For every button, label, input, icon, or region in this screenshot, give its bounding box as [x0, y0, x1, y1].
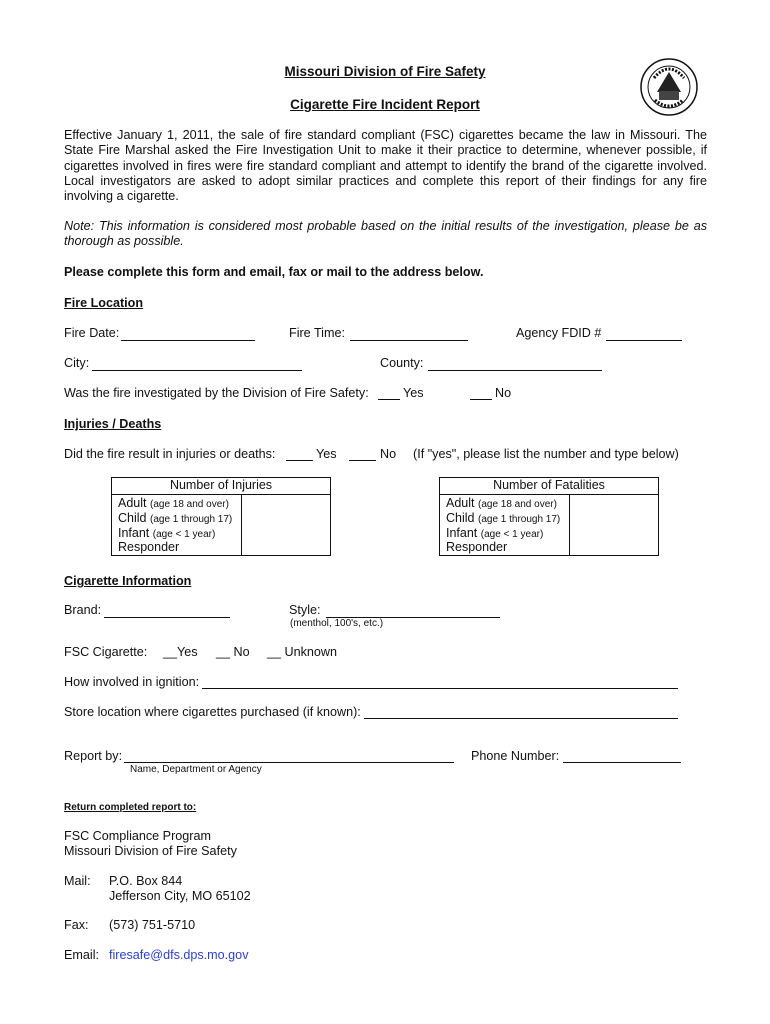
injuries-row-infant: Infant (age < 1 year): [118, 525, 216, 540]
injuries-question: Did the fire result in injuries or deaths:: [64, 447, 276, 461]
investigated-yes-label: Yes: [403, 386, 424, 400]
county-label: County:: [380, 356, 424, 370]
cigarette-heading: Cigarette Information: [64, 574, 192, 588]
injuries-yes-field[interactable]: [286, 460, 313, 461]
return-heading: Return completed report to:: [64, 802, 197, 813]
mail-label: Mail:: [64, 874, 91, 888]
investigated-question: Was the fire investigated by the Division of Fire Safety:: [64, 386, 369, 400]
injuries-hint: (If "yes", please list the number and type below): [413, 447, 679, 461]
injuries-row-adult: Adult (age 18 and over): [118, 496, 229, 510]
mail-line2: Jefferson City, MO 65102: [109, 889, 251, 903]
report-by-field[interactable]: [124, 762, 454, 763]
fsc-yes-option[interactable]: __Yes: [163, 645, 198, 659]
fatalities-row-child: Child (age 1 through 17): [446, 510, 561, 525]
injuries-yes-label: Yes: [316, 447, 337, 461]
county-field[interactable]: [428, 370, 602, 371]
city-field[interactable]: [92, 370, 302, 371]
form-subtitle: Cigarette Fire Incident Report: [290, 97, 480, 112]
intro-paragraph: Effective January 1, 2011, the sale of fire standard compliant (FSC) cigarettes became the law in Missouri. The State Fire Marshal asked the Fire Investigation Unit to make it their practice to determine, whenever possible, if cigarettes involved in fires were fire standard compliant and attempt to identify the brand of the cigarette involved. Local investigators are asked to adopt similar practices and complete this report of their findings for any fire involving a cigarette.: [64, 128, 707, 204]
store-location-field[interactable]: [364, 718, 678, 719]
report-by-label: Report by:: [64, 749, 123, 763]
fsc-unknown-option[interactable]: __ Unknown: [267, 645, 338, 659]
report-by-hint: Name, Department or Agency: [130, 764, 262, 775]
fatalities-row-infant: Infant (age < 1 year): [446, 525, 544, 540]
ignition-field[interactable]: [202, 688, 678, 689]
note-paragraph: Note: This information is considered most probable based on the initial results of the investigation, please be as thorough as possible.: [64, 219, 707, 249]
fire-date-field[interactable]: [121, 340, 255, 341]
email-link[interactable]: firesafe@dfs.dps.mo.gov: [109, 948, 249, 962]
fatalities-count-input[interactable]: [571, 495, 658, 556]
mail-line1: P.O. Box 844: [109, 874, 183, 888]
investigated-no-field[interactable]: [470, 399, 492, 400]
fsc-label: FSC Cigarette:: [64, 645, 148, 659]
return-program: FSC Compliance Program: [64, 829, 211, 843]
injuries-no-field[interactable]: [349, 460, 376, 461]
agency-fdid-label: Agency FDID #: [516, 326, 602, 340]
injuries-table-title: Number of Injuries: [112, 478, 330, 495]
return-division: Missouri Division of Fire Safety: [64, 844, 237, 858]
injuries-count-input[interactable]: [243, 495, 330, 556]
ignition-label: How involved in ignition:: [64, 675, 200, 689]
fatalities-row-responder: Responder: [446, 540, 508, 555]
store-location-label: Store location where cigarettes purchased (if known):: [64, 705, 361, 719]
city-label: City:: [64, 356, 90, 370]
injuries-heading: Injuries / Deaths: [64, 417, 162, 431]
fatalities-table-title: Number of Fatalities: [440, 478, 658, 495]
style-hint: (menthol, 100's, etc.): [290, 618, 384, 629]
fire-time-label: Fire Time:: [289, 326, 345, 340]
fatalities-table: [439, 477, 659, 556]
fire-location-heading: Fire Location: [64, 296, 144, 310]
injuries-row-responder: Responder: [118, 540, 180, 555]
brand-label: Brand:: [64, 603, 102, 617]
injuries-row-child: Child (age 1 through 17): [118, 510, 233, 525]
fsc-no-option[interactable]: __ No: [216, 645, 250, 659]
style-label: Style:: [289, 603, 321, 617]
brand-field[interactable]: [104, 617, 230, 618]
investigated-yes-field[interactable]: [378, 399, 400, 400]
form-title: Missouri Division of Fire Safety: [284, 64, 486, 79]
investigated-no-label: No: [495, 386, 512, 400]
fax-label: Fax:: [64, 918, 89, 932]
injuries-no-label: No: [380, 447, 397, 461]
email-label: Email:: [64, 948, 99, 962]
injuries-table: [111, 477, 331, 556]
agency-fdid-field[interactable]: [606, 340, 682, 341]
fax-number: (573) 751-5710: [109, 918, 196, 932]
fire-time-field[interactable]: [350, 340, 468, 341]
instruction-text: Please complete this form and email, fax or mail to the address below.: [64, 265, 484, 279]
phone-field[interactable]: [563, 762, 681, 763]
phone-label: Phone Number:: [471, 749, 560, 763]
fire-date-label: Fire Date:: [64, 326, 120, 340]
fatalities-row-adult: Adult (age 18 and over): [446, 496, 557, 510]
